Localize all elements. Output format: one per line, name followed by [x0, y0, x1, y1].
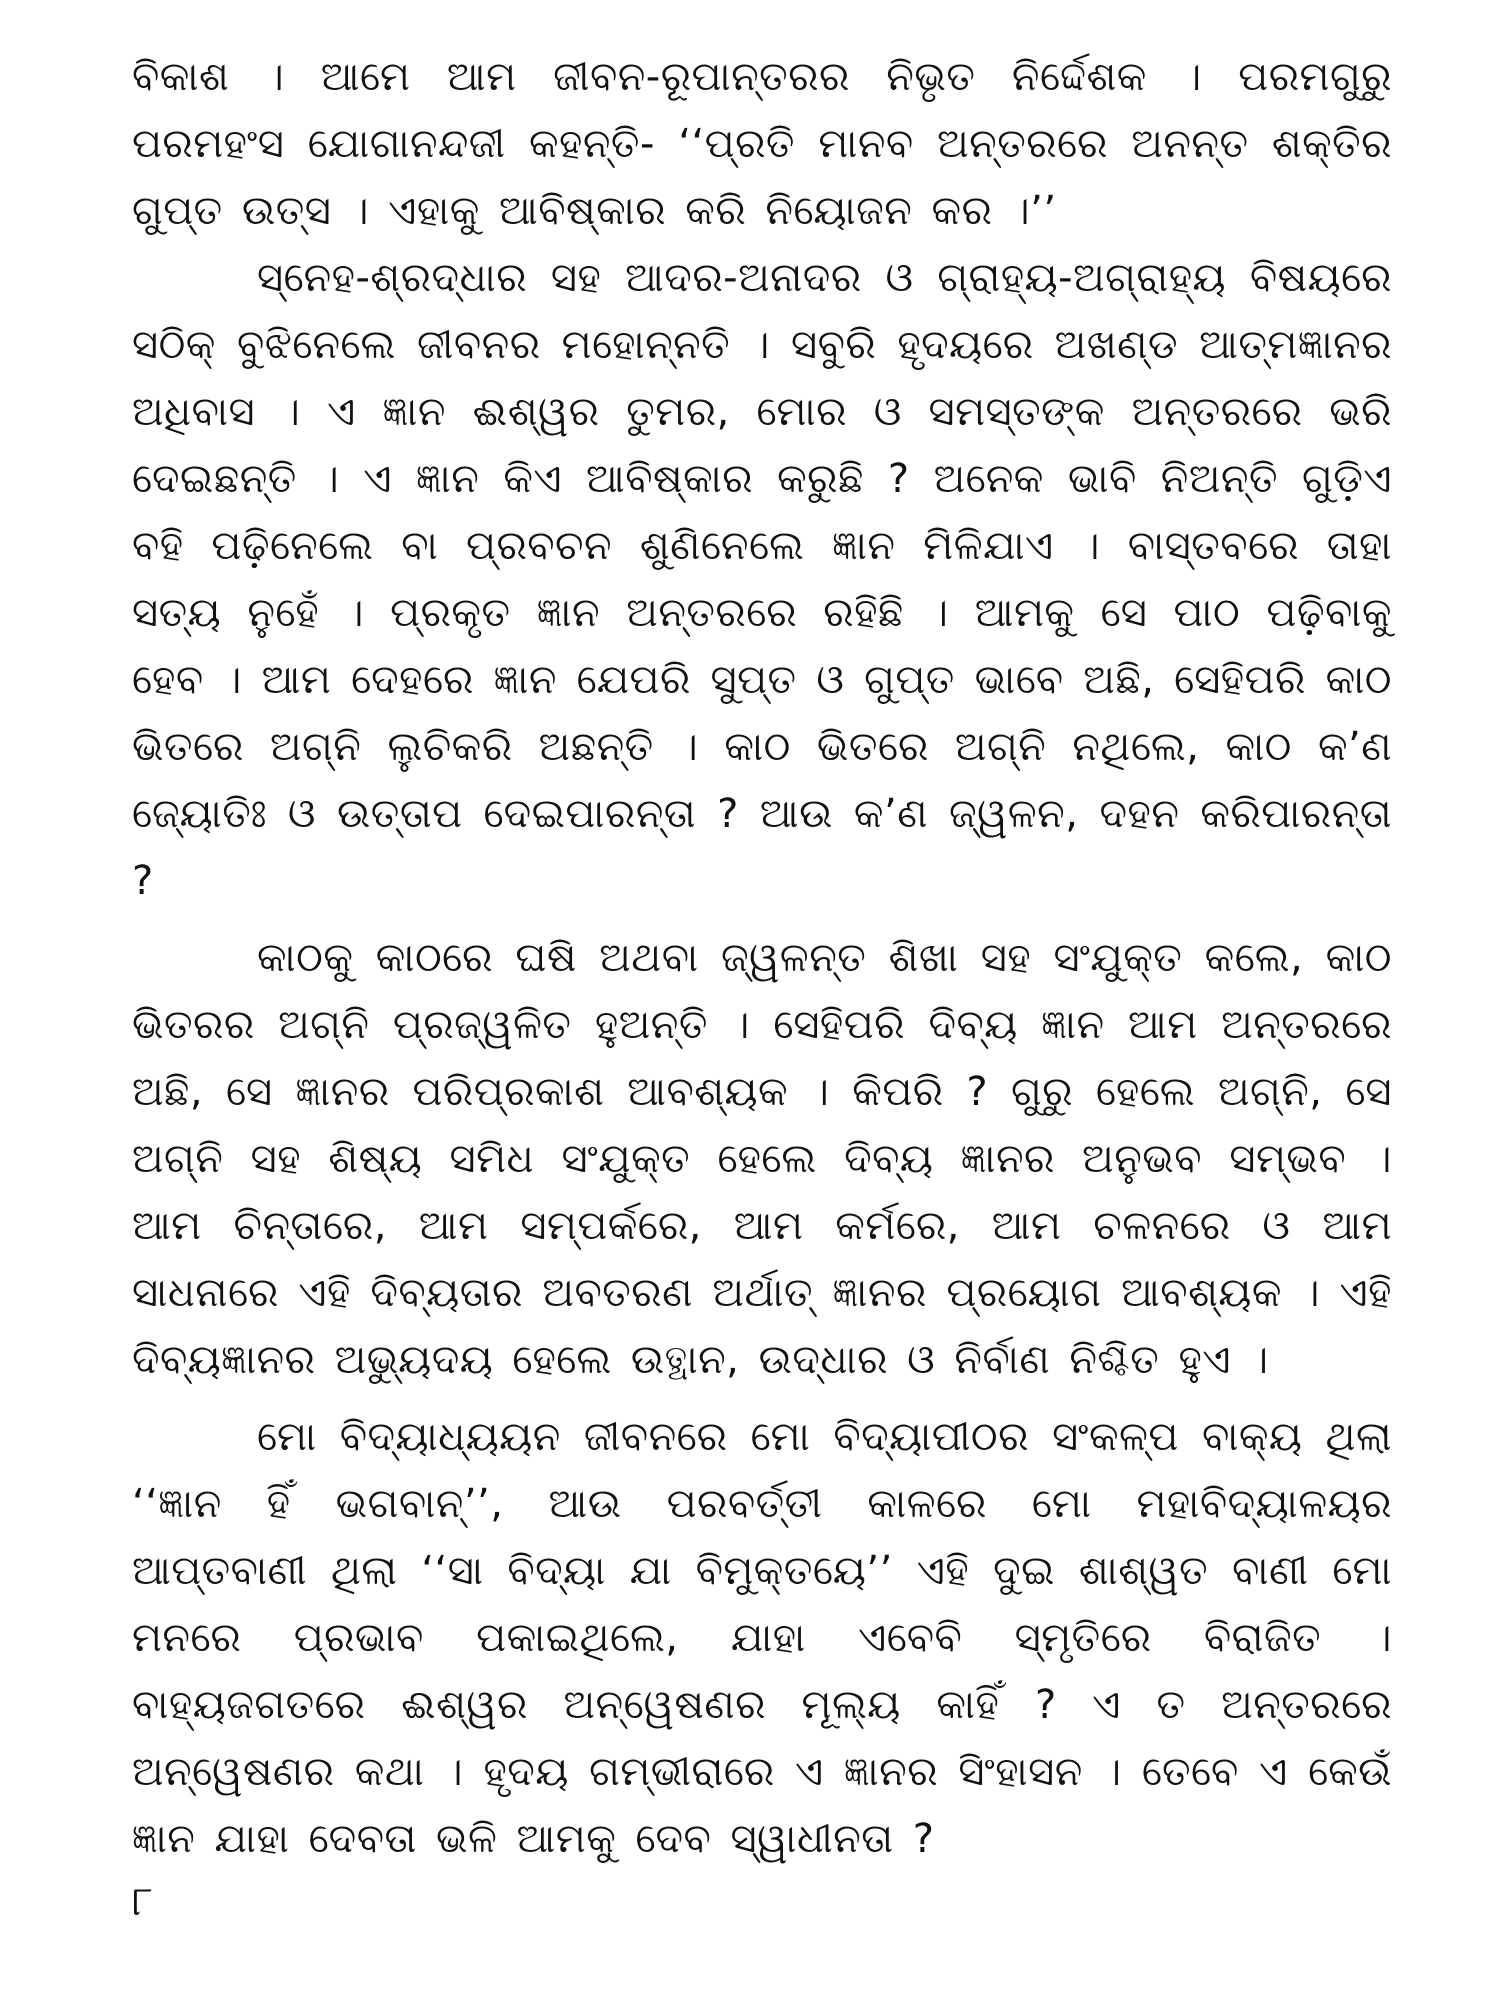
paragraph-1: ବିକାଶ । ଆମେ ଆମ ଜୀବନ-ରୂପାନ୍ତରର ନିଭୃତ ନିର୍ଦ୍ଦେଶକ । ପରମଗୁରୁ ପରମହଂସ ଯୋଗାନନ୍ଦଜୀ କହନ୍ତି- ‘‘ପ୍ରତି ମାନବ ଅନ୍ତରରେ ଅନନ୍ତ ଶକ୍ତିର ଗୁପ୍ତ ଉତ୍ସ । ଏହାକୁ ଆବିଷ୍କାର କରି ନିୟୋଜନ କର ।’’: [132, 54, 1392, 234]
paragraph-4: ମୋ ବିଦ୍ୟାଧ୍ୟୟନ ଜୀବନରେ ମୋ ବିଦ୍ୟାପୀଠର ସଂକଳ୍ପ ବାକ୍ୟ ଥିଲା ‘‘ଜ୍ଞାନ ହିଁ ଭଗବାନ୍’’, ଆଉ ପରବର୍ତ୍ତୀ କାଳରେ ମୋ ମହାବିଦ୍ୟାଳୟର ଆପ୍ତବାଣୀ ଥିଲା ‘‘ସା ବିଦ୍ୟା ଯା ବିମୁକ୍ତୟେ’’ ଏହି ଦୁଇ ଶାଶ୍ୱତ ବାଣୀ ମୋ ମନରେ ପ୍ରଭାବ ପକାଇଥିଲେ, ଯାହା ଏବେବି ସ୍ମୃତିରେ ବିରାଜିତ । ବାହ୍ୟଜଗତରେ ଈଶ୍ୱର ଅନ୍ୱେଷଣର ମୂଲ୍ୟ କାହିଁ ? ଏ ତ ଅନ୍ତରରେ ଅନ୍ୱେଷଣର କଥା । ହୃଦୟ ଗମ୍ଭୀରାରେ ଏ ଜ୍ଞାନର ସିଂହାସନ । ତେବେ ଏ କେଉଁ ଜ୍ଞାନ ଯାହା ଦେବତା ଭଳି ଆମକୁ ଦେବ ସ୍ୱାଧୀନତା ?: [132, 1414, 1392, 1862]
paragraph-2: ସ୍ନେହ-ଶ୍ରଦ୍ଧାର ସହ ଆଦର-ଅନାଦର ଓ ଗ୍ରାହ୍ୟ-ଅଗ୍ରାହ୍ୟ ବିଷୟରେ ସଠିକ୍ ବୁଝିନେଲେ ଜୀବନର ମହୋନ୍ନତି । ସବୁରି ହୃଦୟରେ ଅଖଣ୍ଡ ଆତ୍ମଜ୍ଞାନର ଅଧିବାସ । ଏ ଜ୍ଞାନ ଈଶ୍ୱର ତୁମର, ମୋର ଓ ସମସ୍ତଙ୍କ ଅନ୍ତରରେ ଭରି ଦେଇଛନ୍ତି । ଏ ଜ୍ଞାନ କିଏ ଆବିଷ୍କାର କରୁଛି ? ଅନେକ ଭାବି ନିଅନ୍ତି ଗୁଡ଼ିଏ ବହି ପଢ଼ିନେଲେ ବା ପ୍ରବଚନ ଶୁଣିନେଲେ ଜ୍ଞାନ ମିଳିଯାଏ । ବାସ୍ତବରେ ତାହା ସତ୍ୟ ନୁହେଁ । ପ୍ରକୃତ ଜ୍ଞାନ ଅନ୍ତରରେ ରହିଛି । ଆମକୁ ସେ ପାଠ ପଢ଼ିବାକୁ ହେବ । ଆମ ଦେହରେ ଜ୍ଞାନ ଯେପରି ସୁପ୍ତ ଓ ଗୁପ୍ତ ଭାବେ ଅଛି, ସେହିପରି କାଠ ଭିତରେ ଅଗ୍ନି ଲୁଚିକରି ଅଛନ୍ତି । କାଠ ଭିତରେ ଅଗ୍ନି ନଥିଲେ, କାଠ କ’ଣ ଜ୍ୟୋତିଃ ଓ ଉତ୍ତାପ ଦେଇପାରନ୍ତା ? ଆଉ କ’ଣ ଜ୍ୱଳନ, ଦହନ କରିପାରନ୍ତା ?: [132, 255, 1392, 904]
page-number: ୮: [132, 1879, 153, 1925]
paragraph-3: କାଠକୁ କାଠରେ ଘଷି ଅଥବା ଜ୍ୱଳନ୍ତ ଶିଖା ସହ ସଂଯୁକ୍ତ କଲେ, କାଠ ଭିତରର ଅଗ୍ନି ପ୍ରଜ୍ୱଳିତ ହୁଅନ୍ତି । ସେହିପରି ଦିବ୍ୟ ଜ୍ଞାନ ଆମ ଅନ୍ତରରେ ଅଛି, ସେ ଜ୍ଞାନର ପରିପ୍ରକାଶ ଆବଶ୍ୟକ । କିପରି ? ଗୁରୁ ହେଲେ ଅଗ୍ନି, ସେ ଅଗ୍ନି ସହ ଶିଷ୍ୟ ସମିଧ ସଂଯୁକ୍ତ ହେଲେ ଦିବ୍ୟ ଜ୍ଞାନର ଅନୁଭବ ସମ୍ଭବ । ଆମ ଚିନ୍ତାରେ, ଆମ ସମ୍ପର୍କରେ, ଆମ କର୍ମରେ, ଆମ ଚଳନରେ ଓ ଆମ ସାଧନାରେ ଏହି ଦିବ୍ୟତାର ଅବତରଣ ଅର୍ଥାତ୍ ଜ୍ଞାନର ପ୍ରୟୋଗ ଆବଶ୍ୟକ । ଏହି ଦିବ୍ୟଜ୍ଞାନର ଅଭ୍ୟୁଦୟ ହେଲେ ଉତ୍ଥାନ, ଉଦ୍ଧାର ଓ ନିର୍ବାଣ ନିଶ୍ଚିତ ହୁଏ ।: [132, 935, 1392, 1383]
body-text: [132, 44, 1392, 1873]
